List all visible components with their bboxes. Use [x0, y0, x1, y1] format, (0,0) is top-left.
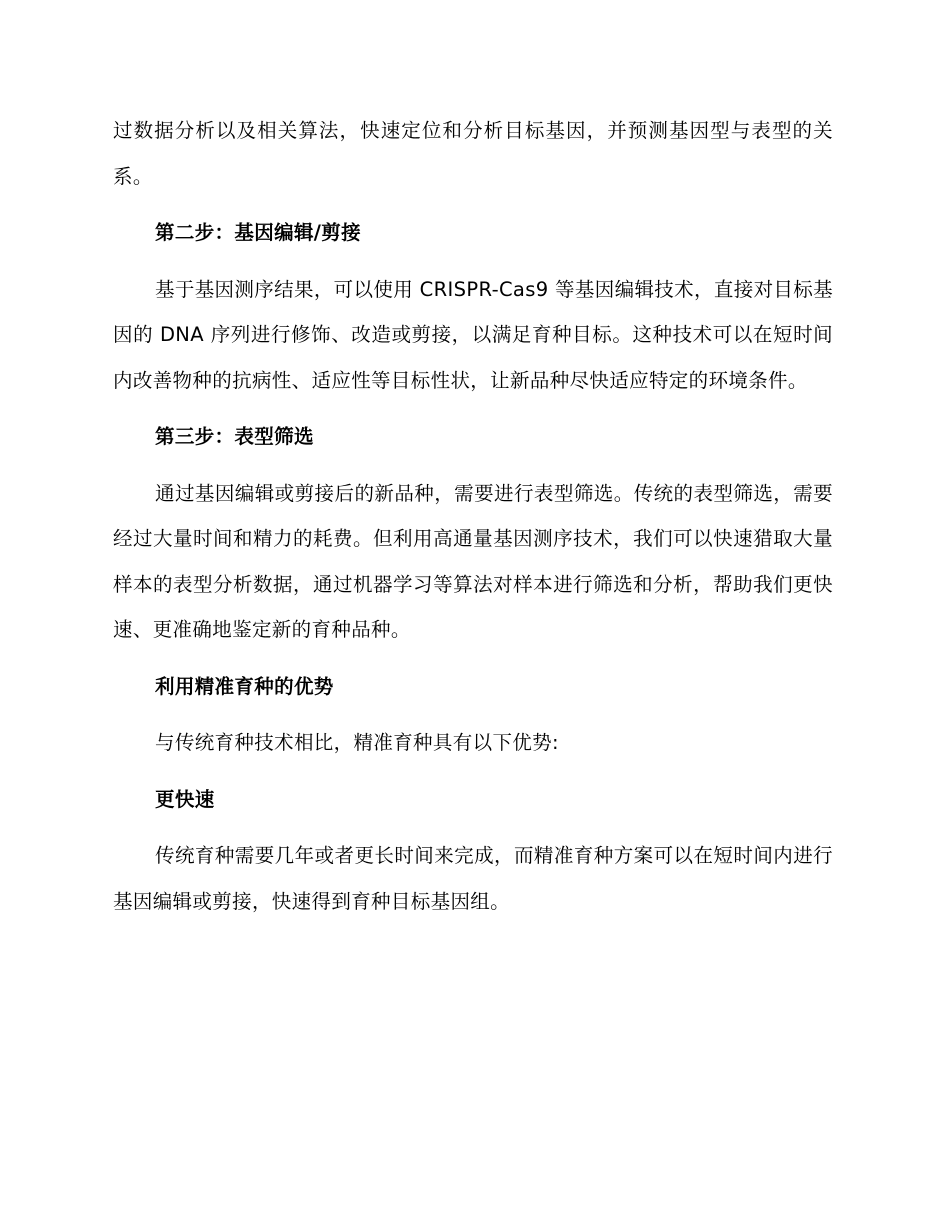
heading-step-two: 第二步：基因编辑/剪接	[155, 221, 361, 244]
heading-step-three: 第三步：表型筛选	[155, 425, 314, 448]
heading-faster: 更快速	[155, 787, 215, 811]
paragraph-faster: 传统育种需要几年或者更长时间来完成，而精准育种方案可以在短时间内进行基因编辑或剪接，快速得到育种目标基因组。	[113, 844, 833, 913]
paragraph-advantages-intro: 与传统育种技术相比，精准育种具有以下优势:	[155, 731, 559, 754]
paragraph-continuation: 过数据分析以及相关算法，快速定位和分析目标基因，并预测基因型与表型的关系。	[113, 119, 833, 188]
document-page	[113, 108, 833, 924]
heading-advantages: 利用精准育种的优势	[155, 674, 334, 698]
paragraph-screening: 通过基因编辑或剪接后的新品种，需要进行表型筛选。传统的表型筛选，需要经过大量时间和精力的耗费。但利用高通量基因测序技术，我们可以快速猎取大量样本的表型分析数据，通过机器学习等算法对样本进行筛选和分析，帮助我们更快速、更准确地鉴定新的育种品种。	[113, 481, 833, 641]
paragraph-gene-editing: 基于基因测序结果，可以使用 CRISPR-Cas9 等基因编辑技术，直接对目标基因的 DNA 序列进行修饰、改造或剪接，以满足育种目标。这种技术可以在短时间内改善物种的抗病性、适应性等目标性状，让新品种尽快适应特定的环境条件。	[113, 277, 833, 392]
